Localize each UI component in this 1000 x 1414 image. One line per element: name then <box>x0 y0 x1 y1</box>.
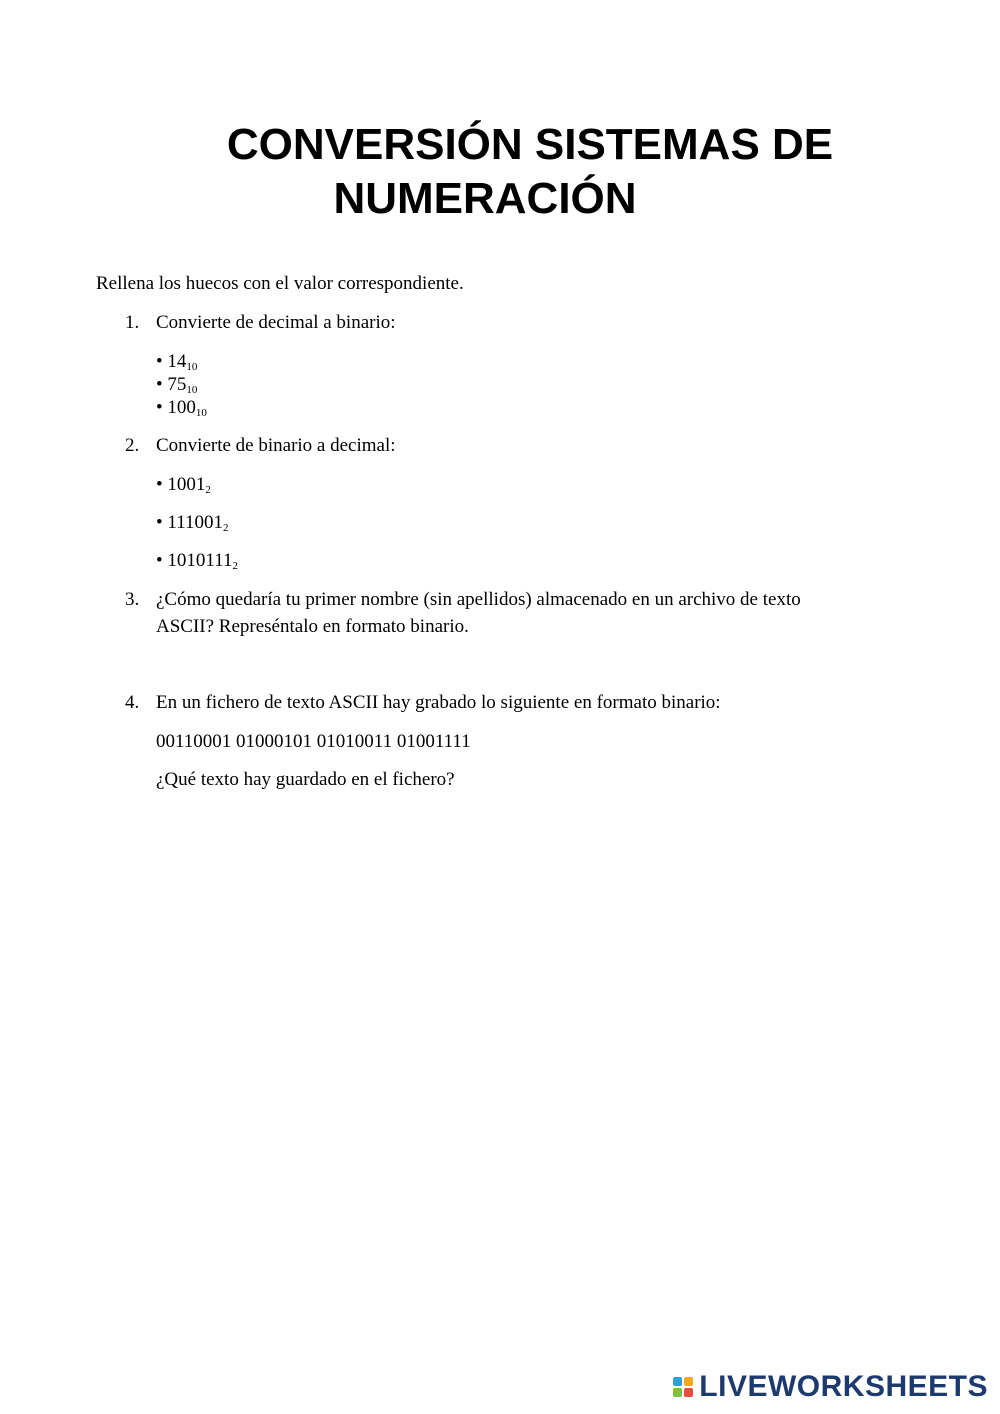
q1-item-3-value: 100 <box>167 397 196 418</box>
question-3-line-1: ¿Cómo quedaría tu primer nombre (sin apellidos) almacenado en un archivo de texto <box>156 589 801 610</box>
bullet: • <box>156 397 163 418</box>
question-2-text: Convierte de binario a decimal: <box>156 435 396 456</box>
title-line-1: CONVERSIÓN SISTEMAS DE <box>226 120 834 169</box>
logo-square-3 <box>673 1388 682 1397</box>
question-3-number: 3. <box>125 589 140 610</box>
question-1-number: 1. <box>125 312 140 333</box>
q2-item-1-value: 1001 <box>167 474 206 495</box>
logo-square-1 <box>673 1377 682 1386</box>
instructions-text: Rellena los huecos con el valor correspondiente. <box>96 273 464 294</box>
q1-item-1 <box>156 350 197 373</box>
binary-sequence: 00110001 01000101 01010011 01001111 <box>156 731 471 752</box>
q2-item-3-base: 2 <box>232 560 238 572</box>
page-title <box>0 118 1000 226</box>
logo-square-4 <box>684 1388 693 1397</box>
question-4-prompt: ¿Qué texto hay guardado en el fichero? <box>156 769 455 790</box>
q1-item-2-value: 75 <box>167 374 187 395</box>
q2-item-2 <box>156 511 229 534</box>
question-4-text: En un fichero de texto ASCII hay grabado lo siguiente en formato binario: <box>156 692 721 713</box>
bullet: • <box>156 512 163 533</box>
q2-item-2-base: 2 <box>223 522 229 534</box>
question-4-number: 4. <box>125 692 140 713</box>
q1-item-2-base: 10 <box>186 384 198 396</box>
q2-item-2-value: 111001 <box>167 512 223 533</box>
q2-item-3 <box>156 549 238 572</box>
liveworksheets-logo-icon <box>673 1377 693 1397</box>
title-line-2: NUMERACIÓN <box>333 174 637 223</box>
question-2-number: 2. <box>125 435 140 456</box>
q2-item-1 <box>156 473 211 496</box>
q2-item-3-value: 1010111 <box>167 550 233 571</box>
q1-item-2 <box>156 373 197 396</box>
bullet: • <box>156 474 163 495</box>
q2-item-1-base: 2 <box>205 484 211 496</box>
q1-item-1-base: 10 <box>186 361 198 373</box>
bullet: • <box>156 550 163 571</box>
liveworksheets-logo-text: LIVEWORKSHEETS <box>699 1370 988 1403</box>
question-1-text: Convierte de decimal a binario: <box>156 312 396 333</box>
question-3-line-2: ASCII? Represéntalo en formato binario. <box>156 616 469 637</box>
q1-item-3-base: 10 <box>195 407 207 419</box>
liveworksheets-logo[interactable] <box>673 1370 988 1404</box>
bullet: • <box>156 374 163 395</box>
q1-item-1-value: 14 <box>167 351 187 372</box>
logo-square-2 <box>684 1377 693 1386</box>
q1-item-3 <box>156 396 207 419</box>
bullet: • <box>156 351 163 372</box>
